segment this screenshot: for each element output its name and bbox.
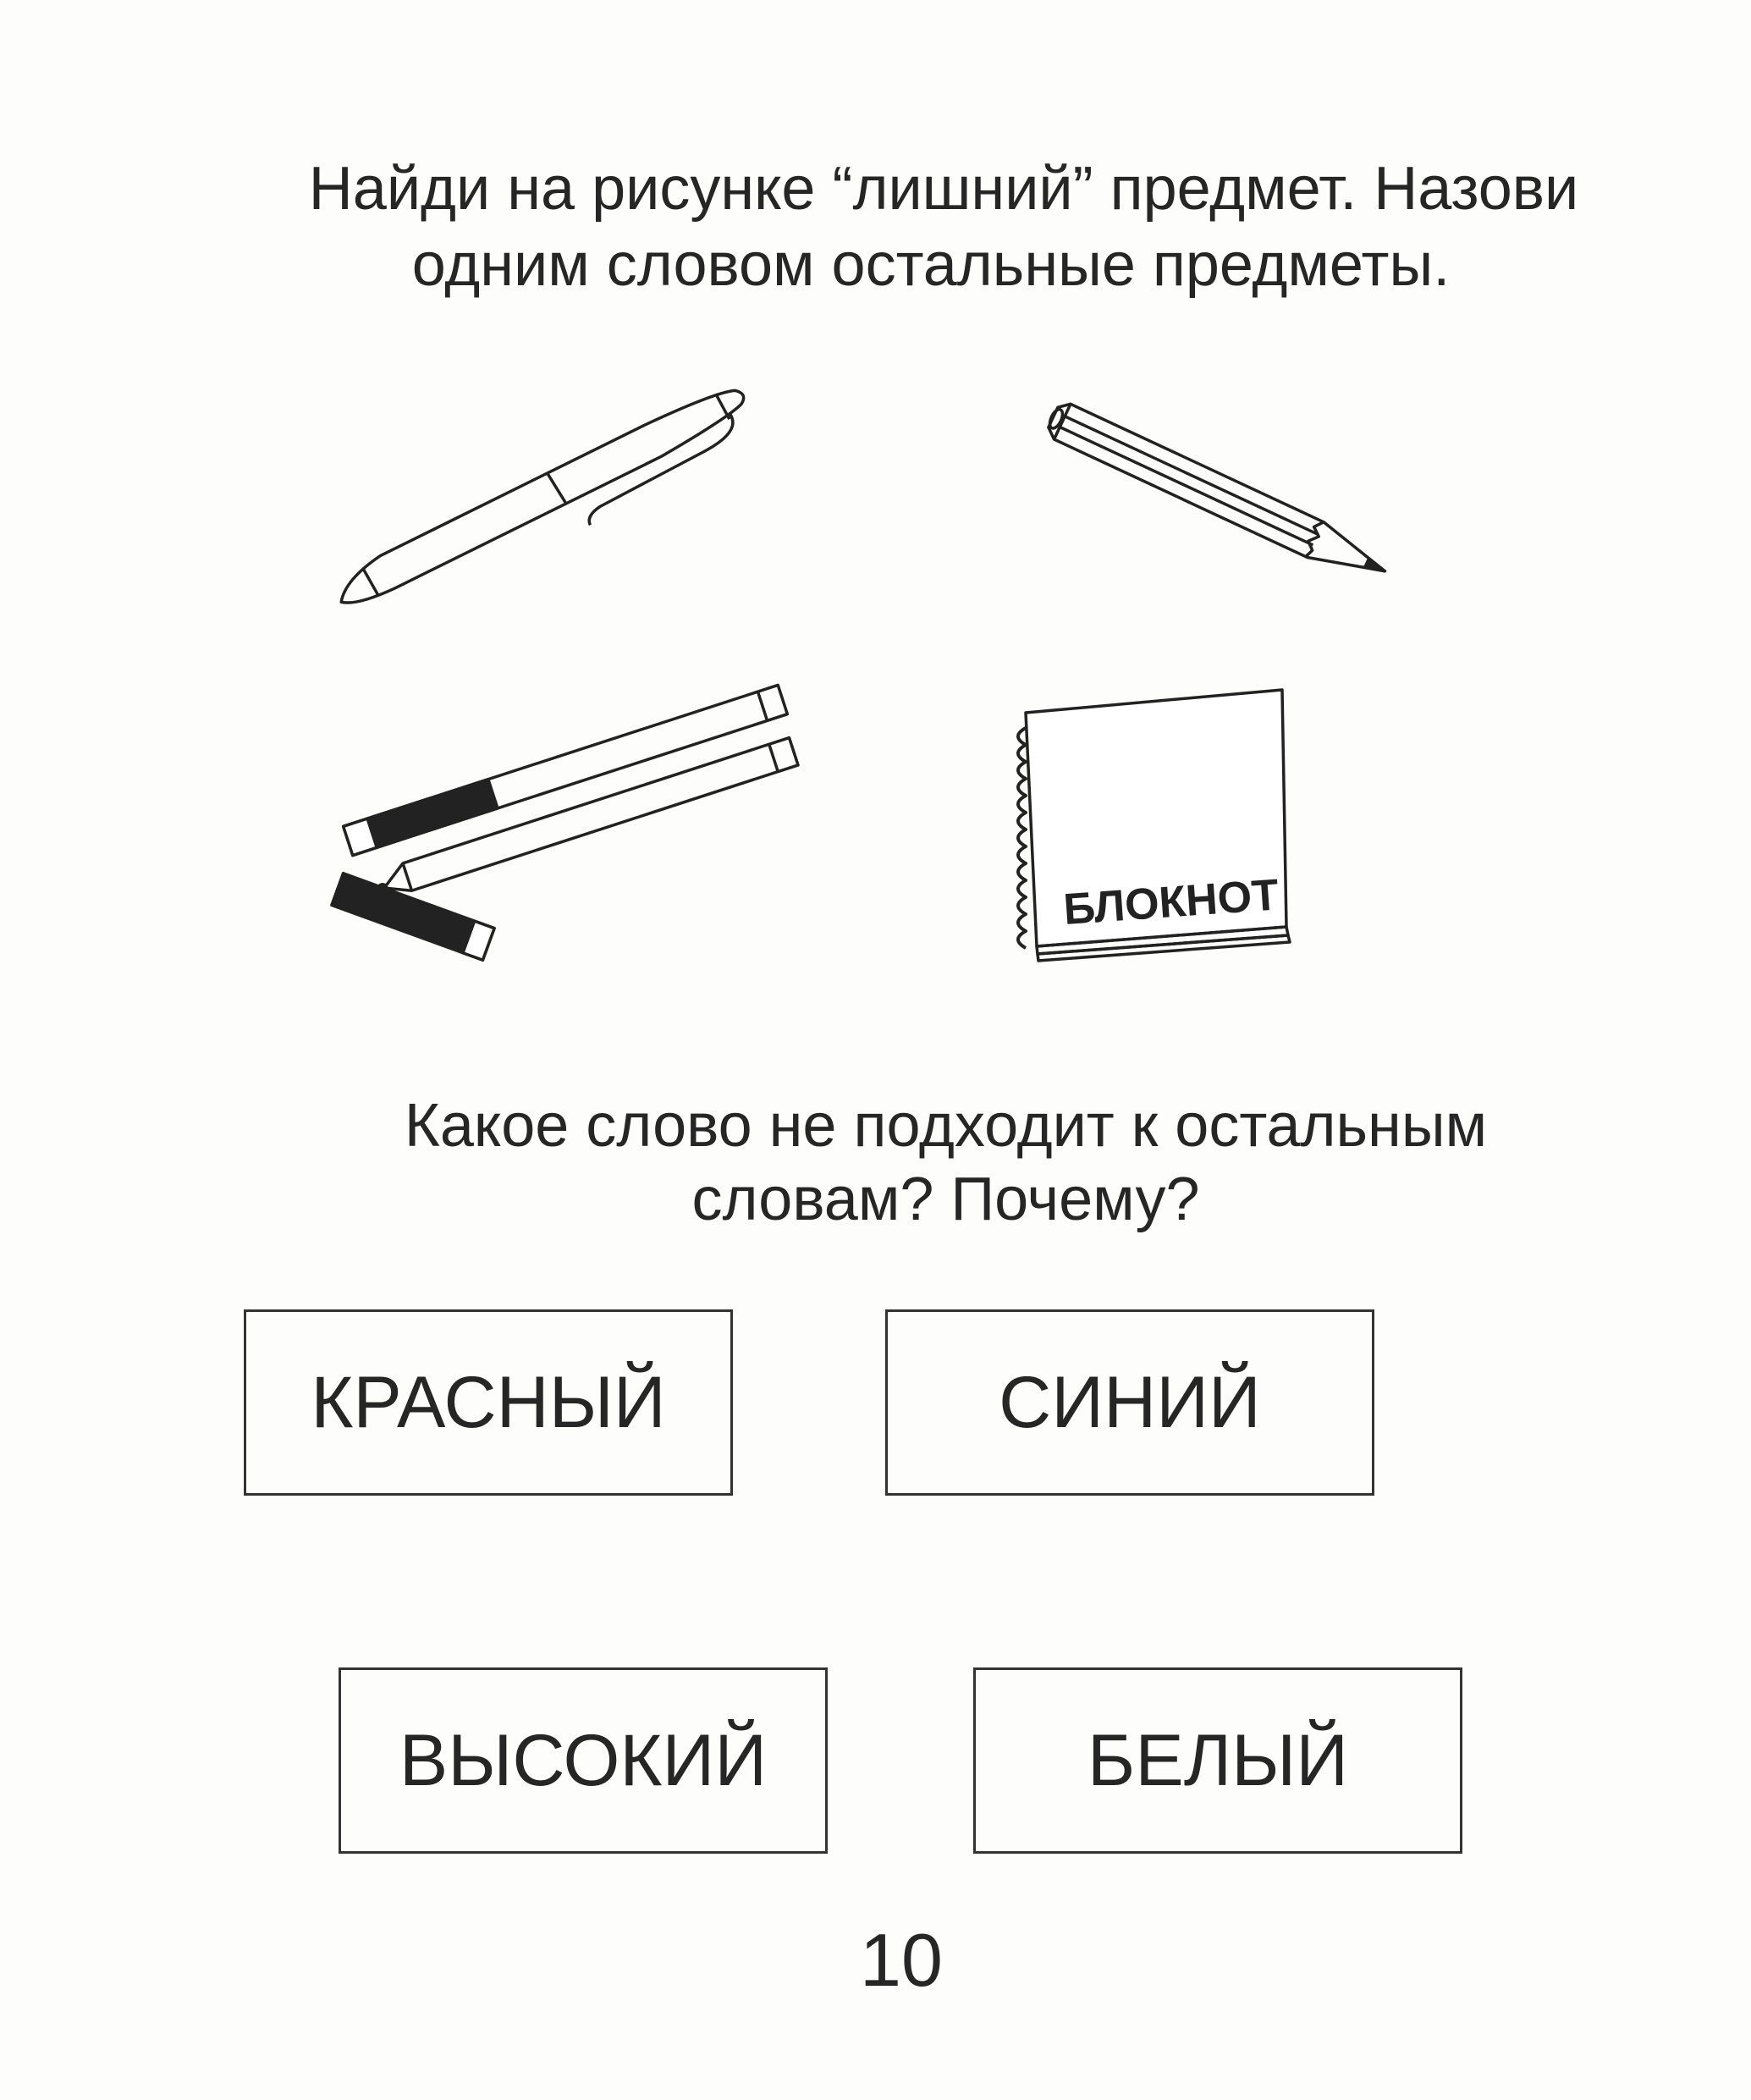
- word-card-bely[interactable]: БЕЛЫЙ: [973, 1667, 1462, 1854]
- word-card-siniy[interactable]: СИНИЙ: [885, 1309, 1374, 1496]
- task1-instruction-line2: одним словом остальные предметы.: [411, 231, 1451, 299]
- markers-drawing: [332, 685, 798, 960]
- notebook-drawing: [1018, 690, 1290, 961]
- pen-drawing: [328, 382, 765, 634]
- task2-question-line2: словам? Почему?: [691, 1166, 1200, 1233]
- page-number: 10: [860, 1918, 943, 2002]
- word-card-vysokiy[interactable]: ВЫСОКИЙ: [339, 1667, 828, 1854]
- word-card-krasny[interactable]: КРАСНЫЙ: [244, 1309, 733, 1496]
- task2-question-line1: Какое слово не подходит к остальным: [404, 1092, 1488, 1160]
- task1-instruction-line1: Найди на рисунке “лишний” предмет. Назови: [308, 155, 1579, 223]
- notebook-label: БЛОКНОТ: [1061, 870, 1280, 934]
- pencil-drawing: [1043, 399, 1393, 589]
